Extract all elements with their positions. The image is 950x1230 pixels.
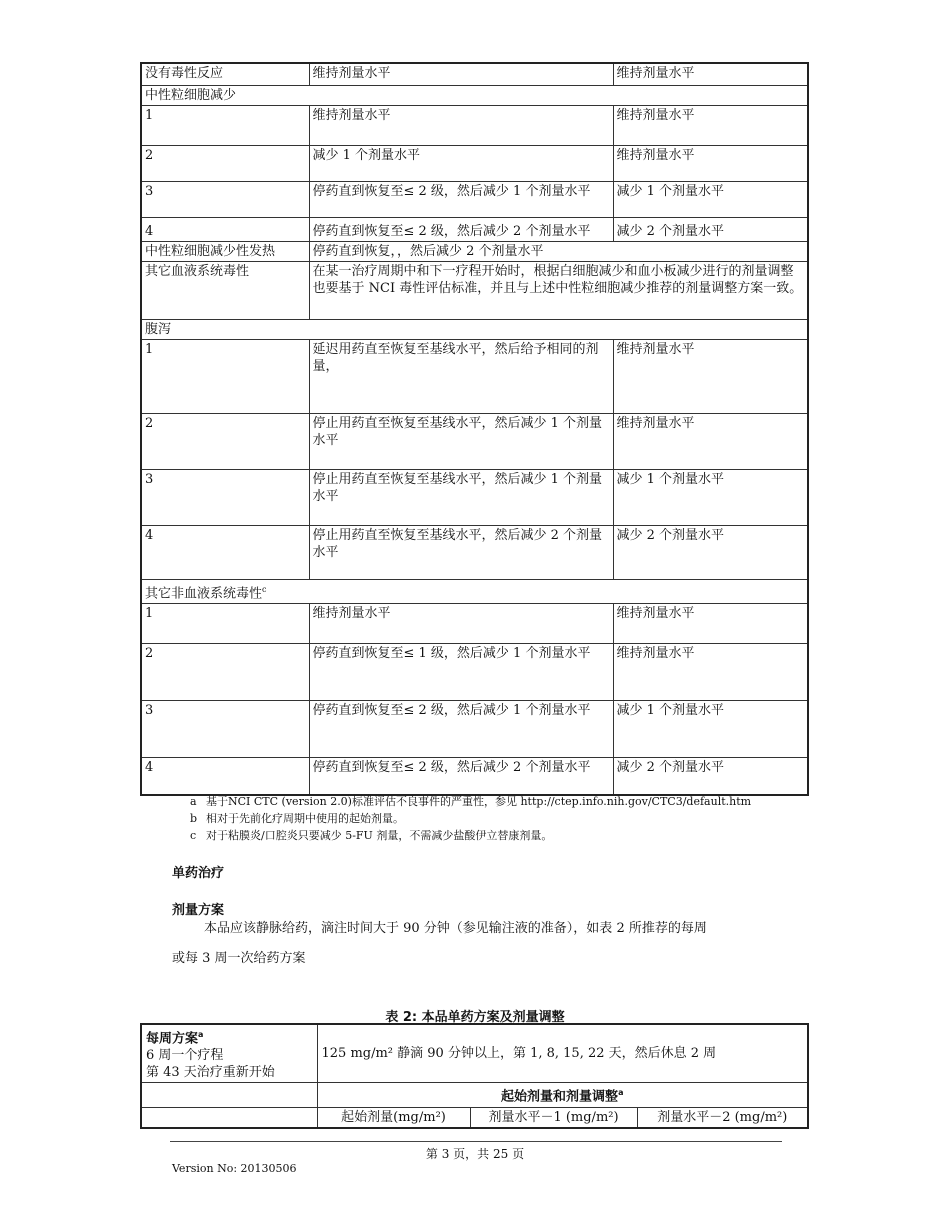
footnote-marker: a (198, 1030, 204, 1039)
weekly-regimen-line: 6 周一个疗程 (146, 1048, 224, 1064)
table-row (141, 1083, 808, 1107)
col-header-level-2: 剂量水平－2 (mg/m²) (637, 1107, 808, 1128)
body-paragraph-line: 或每 3 周一次给药方案 (172, 951, 306, 966)
table-cell: 中性粒细胞减少性发热 (141, 241, 309, 261)
table-row (141, 757, 808, 795)
footnote-marker: a (618, 1088, 624, 1098)
section-row (141, 579, 808, 603)
footnote-text: 对于粘膜炎/口腔炎只要减少 5-FU 剂量，不需减少盐酸伊立替康剂量。 (206, 829, 553, 842)
footnote-key: b (190, 812, 198, 825)
table-cell: 停药直到恢复，，然后减少 2 个剂量水平 (309, 241, 808, 261)
table-cell: 维持剂量水平 (309, 105, 613, 145)
table-cell: 减少 1 个剂量水平 (613, 700, 808, 757)
table-cell: 维持剂量水平 (613, 413, 808, 469)
table-cell (141, 1083, 317, 1107)
footnote-key: a (190, 795, 197, 808)
table-row (141, 217, 808, 241)
table-row (141, 63, 808, 85)
table-cell: 3 (141, 181, 309, 217)
table-cell (141, 1107, 317, 1128)
table-row (141, 413, 808, 469)
section-label (141, 579, 808, 603)
table-cell: 维持剂量水平 (613, 339, 808, 413)
table-cell: 2 (141, 413, 309, 469)
table-row (141, 700, 808, 757)
table-cell: 1 (141, 339, 309, 413)
table-cell: 维持剂量水平 (613, 603, 808, 643)
table-cell: 停药直到恢复至≤ 2 级，然后减少 2 个剂量水平 (309, 217, 613, 241)
table-cell: 1 (141, 603, 309, 643)
table-cell: 1 (141, 105, 309, 145)
table-cell: 减少 1 个剂量水平 (613, 181, 808, 217)
weekly-regimen-title (146, 1026, 313, 1047)
table-cell: 停药直到恢复至≤ 2 级，然后减少 2 个剂量水平 (309, 757, 613, 795)
table-row (141, 1024, 808, 1083)
table-row (141, 603, 808, 643)
table-row (141, 181, 808, 217)
table-cell: 2 (141, 643, 309, 700)
table-cell: 停止用药直至恢复至基线水平，然后减少 1 个剂量水平 (309, 469, 613, 525)
dose-modification-table (140, 62, 809, 796)
table-caption: 表 2: 本品单药方案及剂量调整 (385, 1010, 565, 1025)
weekly-title-text: 每周方案 (146, 1031, 199, 1047)
table-cell: 维持剂量水平 (613, 145, 808, 181)
table-cell: 4 (141, 525, 309, 579)
footer-divider (170, 1141, 782, 1142)
table-row (141, 105, 808, 145)
weekly-regimen-label (141, 1024, 317, 1083)
table-cell: 停止用药直至恢复至基线水平，然后减少 1 个剂量水平 (309, 413, 613, 469)
section-heading-monotherapy: 单药治疗 (172, 866, 225, 881)
footnote (190, 793, 751, 810)
section-heading-dosing: 剂量方案 (172, 903, 225, 918)
table-row (141, 1107, 808, 1128)
table-cell: 3 (141, 469, 309, 525)
footnote (190, 827, 751, 844)
table-cell: 减少 1 个剂量水平 (309, 145, 613, 181)
table-cell: 减少 1 个剂量水平 (613, 469, 808, 525)
section-label: 腹泻 (141, 319, 808, 339)
dose-adjust-header (317, 1083, 808, 1107)
table-cell: 4 (141, 217, 309, 241)
table-row (141, 469, 808, 525)
table-row (141, 643, 808, 700)
body-paragraph-line: 本品应该静脉给药，滴注时间大于 90 分钟（参见输注液的准备），如表 2 所推荐的每周 (204, 921, 707, 936)
table-cell: 没有毒性反应 (141, 63, 309, 85)
weekly-regimen-value: 125 mg/m² 静滴 90 分钟以上，第 1, 8, 15, 22 天，然后休息 2 周 (317, 1024, 808, 1083)
table-row (141, 145, 808, 181)
footnote-key: c (190, 829, 197, 842)
table-cell: 停止用药直至恢复至基线水平，然后减少 2 个剂量水平 (309, 525, 613, 579)
table-cell: 2 (141, 145, 309, 181)
section-row (141, 319, 808, 339)
page-number: 第 3 页，共 25 页 (425, 1147, 525, 1161)
table-cell: 减少 2 个剂量水平 (613, 217, 808, 241)
table-row (141, 241, 808, 261)
table-cell: 维持剂量水平 (309, 63, 613, 85)
table-cell: 维持剂量水平 (309, 603, 613, 643)
footnote-text: 基于NCI CTC (version 2.0)标准评估不良事件的严重性，参见 http://ctep.info.nih.gov/CTC3/default.htm (206, 795, 752, 808)
table-cell: 减少 2 个剂量水平 (613, 525, 808, 579)
table-cell: 3 (141, 700, 309, 757)
monotherapy-table (140, 1023, 809, 1129)
table-cell: 延迟用药直至恢复至基线水平，然后给予相同的剂量， (309, 339, 613, 413)
table-cell: 在某一治疗周期中和下一疗程开始时，根据白细胞减少和血小板减少进行的剂量调整也要基于 NCI 毒性评估标准，并且与上述中性粒细胞减少推荐的剂量调整方案一致。 (309, 261, 808, 319)
table-row (141, 261, 808, 319)
table-cell: 停药直到恢复至≤ 2 级，然后减少 1 个剂量水平 (309, 700, 613, 757)
col-header-level-1: 剂量水平－1 (mg/m²) (470, 1107, 637, 1128)
section-label-text: 其它非血液系统毒性 (145, 585, 263, 601)
footnote-text: 相对于先前化疗周期中使用的起始剂量。 (206, 812, 404, 825)
table-cell: 维持剂量水平 (613, 105, 808, 145)
footnote-marker: c (262, 584, 267, 594)
section-label: 中性粒细胞减少 (141, 85, 808, 105)
table-cell: 其它血液系统毒性 (141, 261, 309, 319)
table-cell: 维持剂量水平 (613, 63, 808, 85)
version-number: Version No: 20130506 (172, 1162, 297, 1175)
footnote (190, 810, 751, 827)
dose-adjust-title: 起始剂量和剂量调整 (501, 1089, 619, 1105)
table-row (141, 339, 808, 413)
table-cell: 停药直到恢复至≤ 1 级，然后减少 1 个剂量水平 (309, 643, 613, 700)
col-header-start-dose: 起始剂量(mg/m²) (317, 1107, 470, 1128)
table-cell: 停药直到恢复至≤ 2 级，然后减少 1 个剂量水平 (309, 181, 613, 217)
table-cell: 维持剂量水平 (613, 643, 808, 700)
table-cell: 4 (141, 757, 309, 795)
section-row (141, 85, 808, 105)
table-cell: 减少 2 个剂量水平 (613, 757, 808, 795)
table-footnotes (190, 793, 751, 844)
table-row (141, 525, 808, 579)
weekly-regimen-line: 第 43 天治疗重新开始 (146, 1065, 275, 1081)
